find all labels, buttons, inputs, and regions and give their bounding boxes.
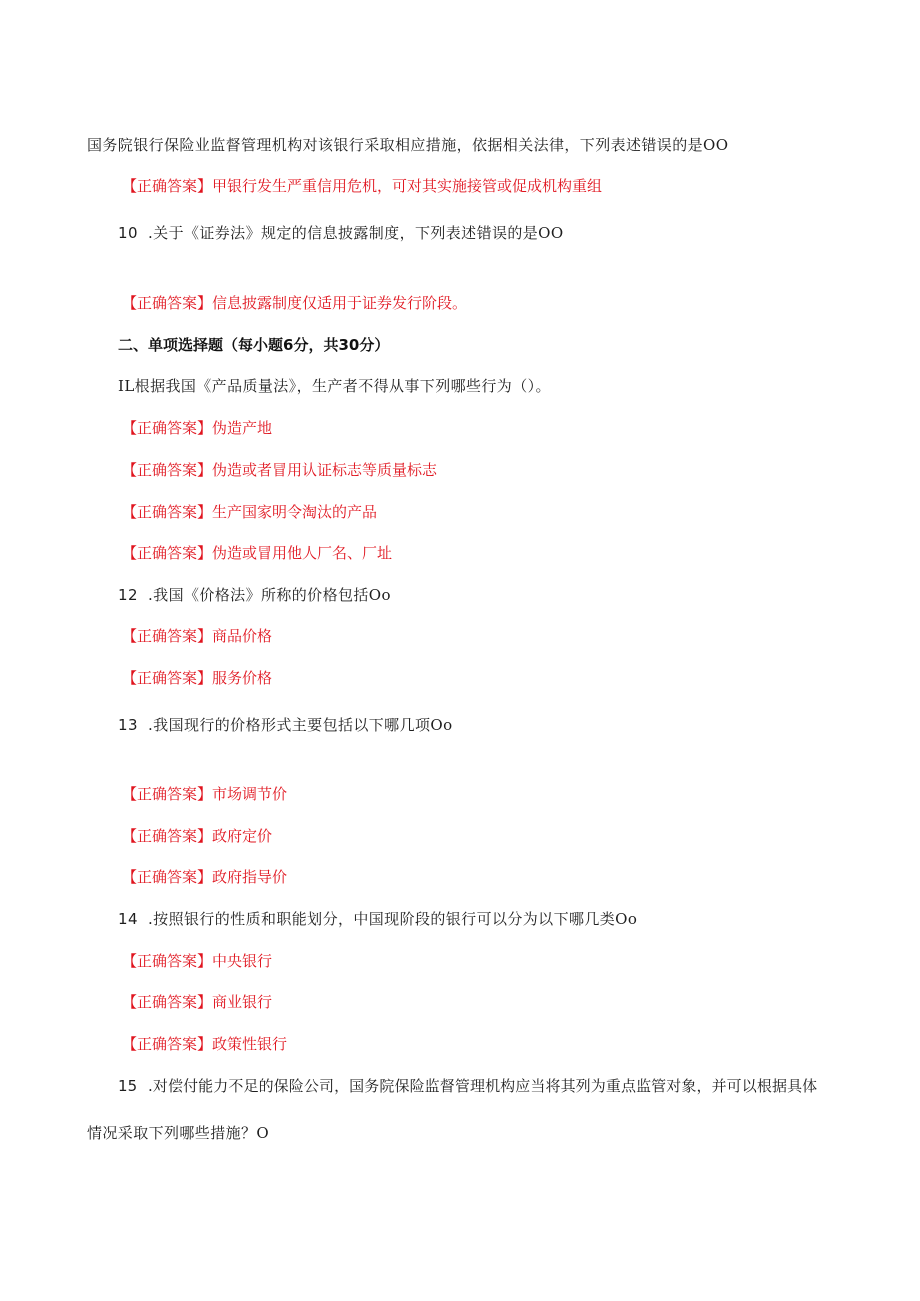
answer-14-1: 【正确答案】中央银行 (122, 952, 273, 970)
answer-13-2: 【正确答案】政府定价 (122, 827, 273, 845)
question-10 (118, 223, 564, 243)
question-number: 12 (118, 586, 138, 604)
answer-12-1: 【正确答案】商品价格 (122, 627, 273, 645)
question-14 (118, 909, 637, 929)
answer-14-3: 【正确答案】政策性银行 (122, 1035, 288, 1053)
question-15-continued: 情况采取下列哪些措施？O (87, 1124, 270, 1142)
answer-13-1: 【正确答案】市场调节价 (122, 785, 288, 803)
question-number: 15 (118, 1077, 138, 1095)
answer-11-3: 【正确答案】生产国家明令淘汰的产品 (122, 503, 378, 521)
question-text: .对偿付能力不足的保险公司，国务院保险监督管理机构应当将其列为重点监管对象，并可以根据具体 (148, 1077, 818, 1095)
answer-11-4: 【正确答案】伪造或冒用他人厂名、厂址 (122, 544, 393, 562)
question-9-continued: 国务院银行保险业监督管理机构对该银行采取相应措施，依据相关法律，下列表述错误的是OO (87, 136, 729, 154)
answer-13-3: 【正确答案】政府指导价 (122, 868, 288, 886)
question-text: .关于《证券法》规定的信息披露制度，下列表述错误的是OO (148, 224, 564, 242)
answer-14-2: 【正确答案】商业银行 (122, 993, 273, 1011)
question-number: 14 (118, 910, 138, 928)
question-number: 13 (118, 716, 138, 734)
answer-11-1: 【正确答案】伪造产地 (122, 419, 273, 437)
question-12 (118, 585, 391, 605)
question-text: .我国《价格法》所称的价格包括Oo (148, 586, 391, 604)
answer-11-2: 【正确答案】伪造或者冒用认证标志等质量标志 (122, 461, 438, 479)
question-text: .我国现行的价格形式主要包括以下哪几项Oo (148, 716, 453, 734)
question-text: .按照银行的性质和职能划分，中国现阶段的银行可以分为以下哪几类Oo (148, 910, 638, 928)
question-11: IL根据我国《产品质量法》，生产者不得从事下列哪些行为（）。 (118, 377, 551, 395)
answer-12-2: 【正确答案】服务价格 (122, 669, 273, 687)
question-number: 10 (118, 224, 138, 242)
section-heading: 二、单项选择题（每小题6分，共30分） (118, 336, 390, 354)
question-13 (118, 715, 453, 735)
answer-9: 【正确答案】甲银行发生严重信用危机，可对其实施接管或促成机构重组 (122, 177, 603, 195)
question-15 (118, 1076, 817, 1096)
answer-10: 【正确答案】信息披露制度仅适用于证券发行阶段。 (122, 294, 468, 312)
